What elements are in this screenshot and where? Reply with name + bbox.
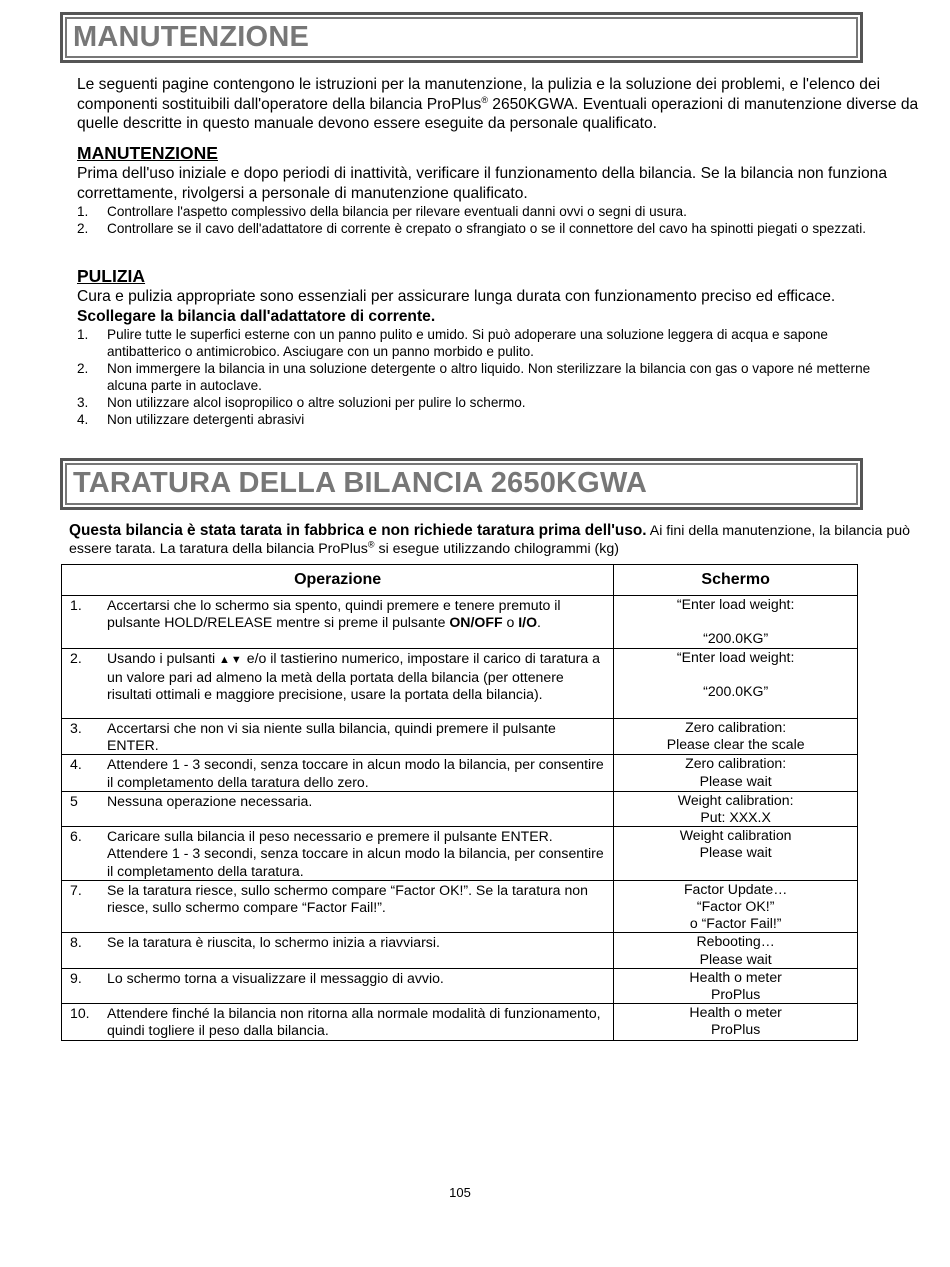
operation-cell bbox=[62, 933, 614, 968]
calibration-intro-bold: Questa bilancia è stata tarata in fabbrica e non richiede taratura prima dell'uso. bbox=[69, 522, 647, 539]
table-row bbox=[62, 755, 858, 791]
list-item bbox=[77, 326, 877, 360]
screen-cell bbox=[614, 880, 858, 933]
table-row bbox=[62, 596, 858, 649]
screen-line: Health o meter bbox=[689, 968, 782, 985]
step-number: 1. bbox=[70, 597, 82, 613]
on-off-label: ON/OFF bbox=[449, 614, 503, 631]
screen-line: ProPlus bbox=[710, 1021, 761, 1038]
screen-cell bbox=[614, 933, 858, 968]
screen-line: Weight calibration: bbox=[677, 791, 794, 808]
screen-line: “Enter load weight: bbox=[676, 649, 795, 665]
table-row bbox=[62, 719, 858, 755]
screen-line: “200.0KG” bbox=[703, 683, 769, 700]
step-number: 5 bbox=[70, 792, 78, 809]
list-number: 3. bbox=[77, 395, 89, 410]
step-text: Attendere 1 - 3 secondi, senza toccare in alcun modo la bilancia, per consentire il completamento della taratura dello zero. bbox=[107, 756, 604, 790]
screen-cell bbox=[614, 1004, 858, 1040]
screen-line: Please wait bbox=[699, 844, 772, 861]
step-text: Attendere finché la bilancia non ritorna alla normale modalità di funzionamento, quindi togliere il peso dalla bilancia. bbox=[107, 1005, 601, 1039]
calibration-banner-title: TARATURA DELLA BILANCIA 2650KGWA bbox=[73, 467, 648, 499]
step-number: 3. bbox=[70, 720, 82, 736]
operation-cell bbox=[62, 719, 614, 755]
maintenance-text: Prima dell'uso iniziale e dopo periodi di inattività, verificare il funzionamento della bilancia. Se la bilancia non funziona correttamente, rivolgersi a personale di manutenzione qualificato. bbox=[77, 165, 887, 202]
step-text: Usando i pulsanti ▲▼ e/o il tastierino numerico, impostare il carico di taratura a un valore pari ad almeno la metà della portata della bilancia (per ottenere risultati ottimali e maggiore precisione, usare la portata della bilancia). bbox=[107, 650, 601, 703]
registered-mark: ® bbox=[367, 539, 375, 550]
list-item bbox=[77, 203, 877, 220]
operation-cell bbox=[62, 755, 614, 791]
cleaning-heading: PULIZIA bbox=[77, 266, 146, 286]
list-item bbox=[77, 360, 877, 394]
operation-cell bbox=[62, 791, 614, 826]
maintenance-list bbox=[77, 203, 877, 237]
table-row bbox=[62, 933, 858, 968]
screen-cell bbox=[614, 827, 858, 881]
step-text: Lo schermo torna a visualizzare il messaggio di avvio. bbox=[107, 969, 444, 986]
header-screen: Schermo bbox=[614, 565, 858, 596]
operation-cell bbox=[62, 649, 614, 719]
step-text: Se la taratura riesce, sullo schermo compare “Factor OK!”. Se la taratura non riesce, sullo schermo compare “Factor Fail!”. bbox=[107, 881, 588, 916]
operation-cell bbox=[62, 880, 614, 933]
screen-cell bbox=[614, 791, 858, 826]
list-number: 2. bbox=[77, 361, 89, 376]
intro-paragraph bbox=[77, 75, 922, 134]
table-row bbox=[62, 649, 858, 719]
step-number: 6. bbox=[70, 828, 82, 845]
screen-line bbox=[614, 666, 857, 683]
table-row bbox=[62, 968, 858, 1003]
screen-line: Zero calibration: bbox=[685, 755, 787, 772]
cleaning-description: Cura e pulizia appropriate sono essenziali per assicurare lunga durata con funzionamento preciso ed efficace. bbox=[77, 288, 836, 305]
header-operation: Operazione bbox=[62, 565, 614, 596]
operation-cell bbox=[62, 827, 614, 881]
maintenance-banner-title: MANUTENZIONE bbox=[73, 21, 310, 53]
cleaning-list bbox=[77, 326, 877, 428]
list-text: Pulire tutte le superfici esterne con un panno pulito e umido. Si può adoperare una soluzione leggera di acqua e sapone antibatterico o antimicrobico. Asciugare con un panno morbido e pulito. bbox=[107, 327, 828, 359]
maintenance-heading: MANUTENZIONE bbox=[77, 143, 218, 163]
list-item bbox=[77, 220, 877, 237]
step-text: Caricare sulla bilancia il peso necessario e premere il pulsante ENTER. Attendere 1 - 3 secondi, senza toccare in alcun modo la bilancia, per consentire il completamento della taratura. bbox=[107, 828, 604, 879]
screen-line: Please wait bbox=[699, 950, 772, 967]
screen-line: “200.0KG” bbox=[703, 630, 769, 647]
operation-cell bbox=[62, 1004, 614, 1040]
list-number: 2. bbox=[77, 221, 89, 236]
list-number: 1. bbox=[77, 204, 89, 219]
list-text: Controllare se il cavo dell'adattatore di corrente è crepato o sfrangiato o se il connettore del cavo ha spinotti piegati o spezzati. bbox=[107, 221, 866, 236]
step-text: Nessuna operazione necessaria. bbox=[107, 792, 313, 809]
screen-cell bbox=[614, 719, 858, 755]
screen-line bbox=[614, 613, 857, 630]
screen-line: o “Factor Fail!” bbox=[689, 915, 782, 932]
step-number: 10. bbox=[70, 1005, 90, 1022]
screen-line: Weight calibration bbox=[679, 827, 792, 844]
table-row bbox=[62, 880, 858, 933]
step-number: 8. bbox=[70, 934, 82, 951]
operation-cell bbox=[62, 596, 614, 649]
calibration-intro-text-2: si esegue utilizzando chilogrammi (kg) bbox=[374, 541, 619, 557]
calibration-table bbox=[61, 564, 858, 1041]
screen-line: Zero calibration: bbox=[685, 719, 787, 735]
list-number: 1. bbox=[77, 327, 89, 342]
cleaning-text bbox=[77, 287, 907, 326]
step-text: Accertarsi che non vi sia niente sulla bilancia, quindi premere il pulsante ENTER. bbox=[107, 720, 556, 754]
intro-text-1: Le seguenti pagine contengono le istruzioni per la manutenzione, la pulizia e la soluzione dei problemi, e l'elenco dei componenti sostituibili dall'operatore della bilancia ProPlus bbox=[77, 76, 881, 113]
step-number: 4. bbox=[70, 756, 82, 773]
list-number: 4. bbox=[77, 412, 89, 427]
step-number: 7. bbox=[70, 881, 82, 898]
io-label: I/O bbox=[518, 614, 538, 631]
list-item bbox=[77, 394, 877, 411]
table-row bbox=[62, 827, 858, 881]
table-header-row bbox=[62, 565, 858, 596]
list-text: Non utilizzare alcol isopropilico o altre soluzioni per pulire lo schermo. bbox=[107, 395, 526, 410]
table-row bbox=[62, 1004, 858, 1040]
cleaning-warning: Scollegare la bilancia dall'adattatore di corrente. bbox=[77, 307, 436, 325]
screen-line: Put: XXX.X bbox=[700, 809, 771, 826]
step-text: Se la taratura è riuscita, lo schermo inizia a riavviarsi. bbox=[107, 934, 440, 951]
step-number: 9. bbox=[70, 969, 82, 986]
screen-line: Health o meter bbox=[689, 1004, 782, 1021]
list-text: Non utilizzare detergenti abrasivi bbox=[107, 412, 305, 427]
list-text: Controllare l'aspetto complessivo della bilancia per rilevare eventuali danni ovvi o segni di usura. bbox=[107, 204, 687, 219]
screen-line: “Enter load weight: bbox=[676, 596, 795, 612]
screen-line: Factor Update… bbox=[683, 880, 788, 897]
calibration-intro bbox=[69, 522, 929, 558]
page-number: 105 bbox=[449, 1185, 471, 1200]
screen-cell bbox=[614, 755, 858, 791]
step-text: Accertarsi che lo schermo sia spento, quindi premere e tenere premuto il pulsante HOLD/RELEASE mentre si preme il pulsante ON/OFF o I/O. bbox=[107, 597, 561, 631]
step-number: 2. bbox=[70, 650, 82, 666]
screen-line: ProPlus bbox=[710, 986, 761, 1003]
screen-line: Rebooting… bbox=[696, 933, 775, 950]
screen-cell bbox=[614, 968, 858, 1003]
screen-cell bbox=[614, 649, 858, 719]
screen-line: Please clear the scale bbox=[666, 736, 805, 753]
table-row bbox=[62, 791, 858, 826]
screen-line: “Factor OK!” bbox=[696, 898, 775, 915]
intro-text-2: 2650KGWA. Eventuali operazioni di manutenzione diverse da quelle descritte in questo manuale devono essere eseguite da personale qualificato. bbox=[77, 95, 919, 132]
screen-cell bbox=[614, 596, 858, 649]
calibration-banner bbox=[60, 458, 863, 510]
list-item bbox=[77, 411, 877, 428]
registered-mark: ® bbox=[481, 94, 488, 105]
up-down-arrows-icon: ▲▼ bbox=[219, 654, 243, 666]
operation-cell bbox=[62, 968, 614, 1003]
list-text: Non immergere la bilancia in una soluzione detergente o altro liquido. Non sterilizzare la bilancia con gas o vapore né metterne alcuna parte in autoclave. bbox=[107, 361, 871, 393]
calibration-intro-text-1: Ai fini della manutenzione, la bilancia può essere tarata. La taratura della bilancia ProPlus bbox=[69, 523, 911, 557]
screen-line: Please wait bbox=[699, 772, 772, 789]
maintenance-banner bbox=[60, 12, 863, 63]
